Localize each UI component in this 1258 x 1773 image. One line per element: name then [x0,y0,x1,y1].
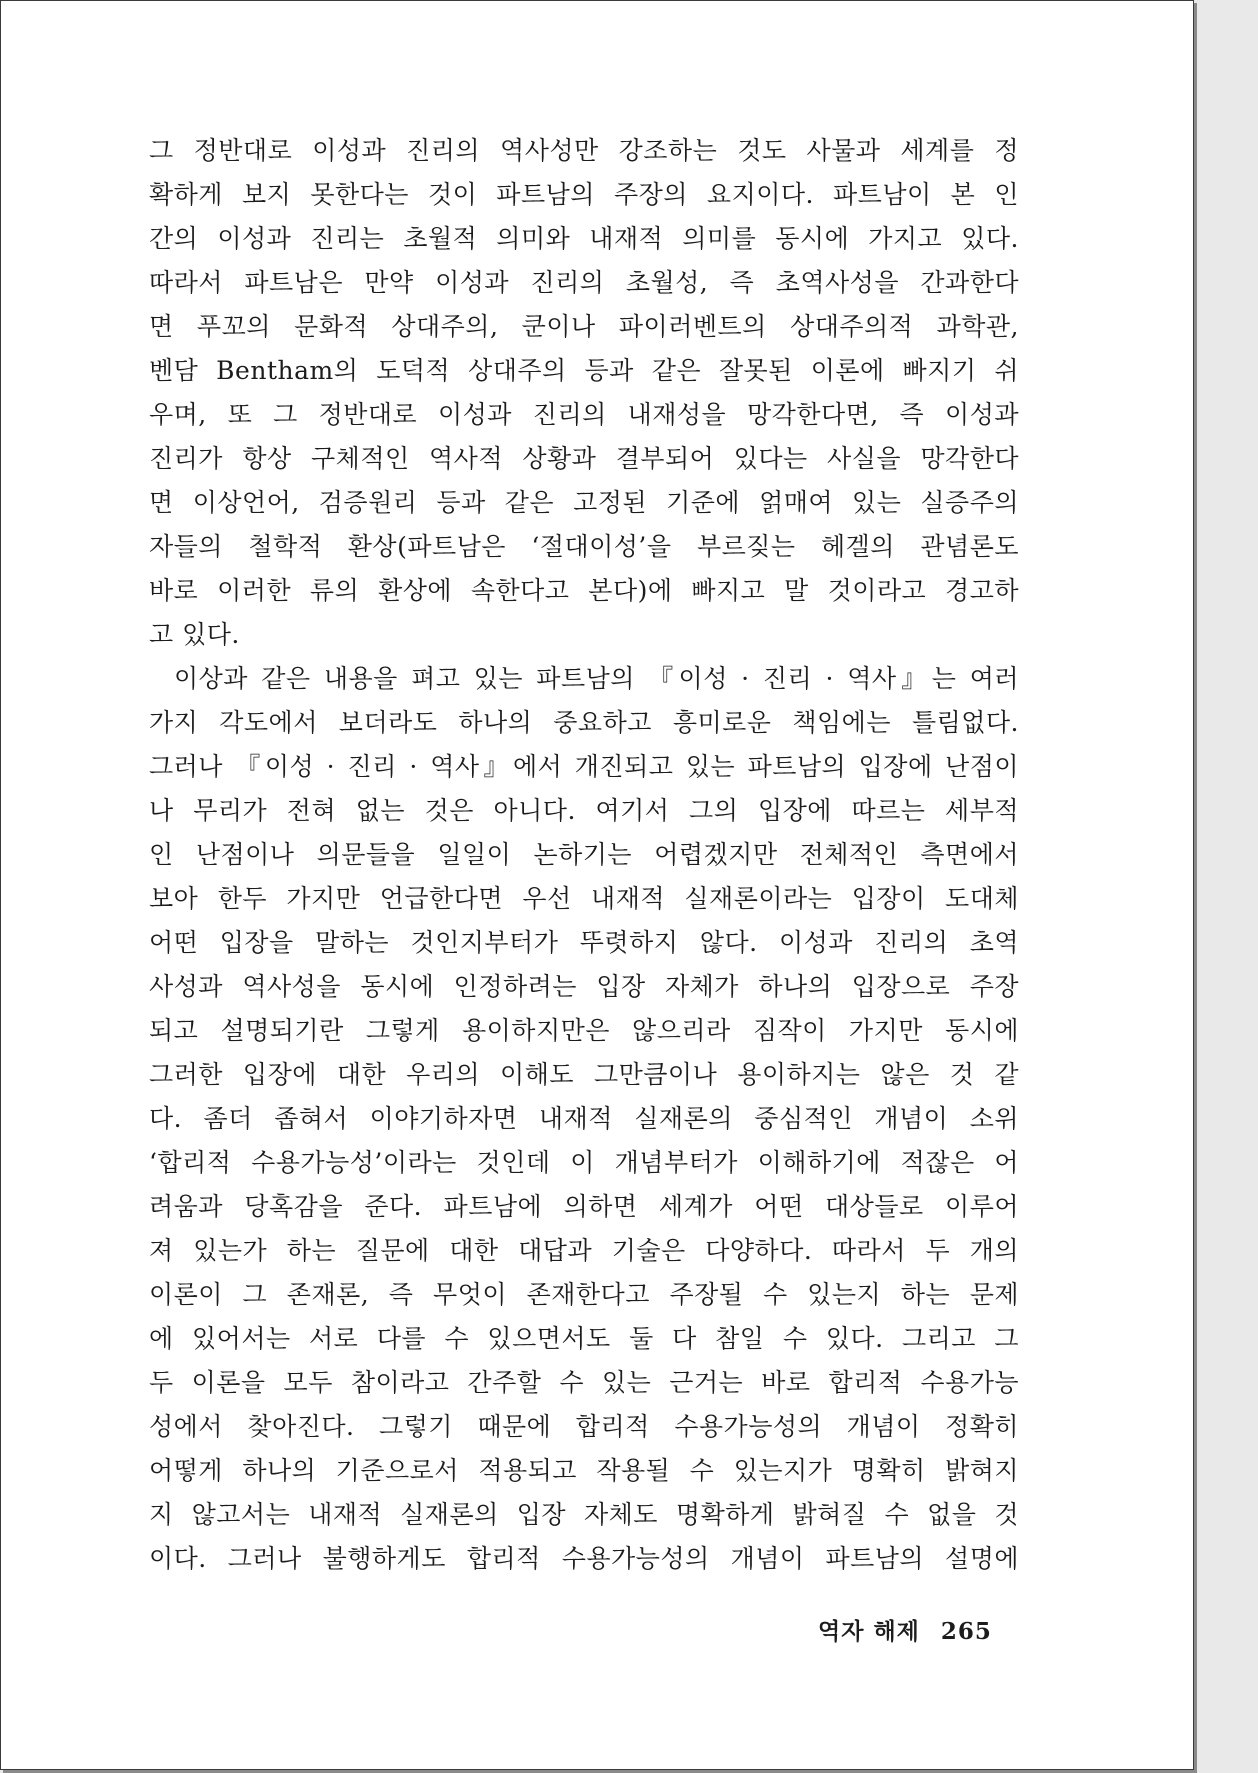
text-line: 성에서 찾아진다. 그렇기 때문에 합리적 수용가능성의 개념이 정확히 [149,1412,1019,1441]
text-line: 져 있는가 하는 질문에 대한 대답과 기술은 다양하다. 따라서 두 개의 [149,1236,1019,1265]
text-line: 간의 이성과 진리는 초월적 의미와 내재적 의미를 동시에 가지고 있다. [149,224,1019,253]
text-line: 인 난점이나 의문들을 일일이 논하기는 어렵겠지만 전체적인 측면에서 [149,840,1019,869]
running-title: 역자 해제 [818,1618,920,1645]
paragraph-end-line: 고 있다. [149,620,240,649]
text-line: 이론이 그 존재론, 즉 무엇이 존재한다고 주장될 수 있는지 하는 문제 [149,1280,1019,1309]
text-line: 그 정반대로 이성과 진리의 역사성만 강조하는 것도 사물과 세계를 정 [149,136,1019,165]
text-line: 사성과 역사성을 동시에 인정하려는 입장 자체가 하나의 입장으로 주장 [149,972,1019,1001]
body-text [149,129,1019,1581]
text-line: 되고 설명되기란 그렇게 용이하지만은 않으리라 짐작이 가지만 동시에 [149,1016,1019,1045]
text-line: 어떤 입장을 말하는 것인지부터가 뚜렷하지 않다. 이성과 진리의 초역 [149,928,1019,957]
text-line: ‘합리적 수용가능성’이라는 것인데 이 개념부터가 이해하기에 적잖은 어 [149,1148,1019,1177]
text-line: 벤담 Bentham의 도덕적 상대주의 등과 같은 잘못된 이론에 빠지기 쉬 [149,356,1019,385]
text-line: 이다. 그러나 불행하게도 합리적 수용가능성의 개념이 파트남의 설명에 [149,1544,1019,1573]
page-number: 265 [940,1618,992,1645]
text-line: 나 무리가 전혀 없는 것은 아니다. 여기서 그의 입장에 따르는 세부적 [149,796,1019,825]
text-line: 가지 각도에서 보더라도 하나의 중요하고 흥미로운 책임에는 틀림없다. [149,708,1019,737]
text-line: 따라서 파트남은 만약 이성과 진리의 초월성, 즉 초역사성을 간과한다 [149,268,1019,297]
text-line: 진리가 항상 구체적인 역사적 상황과 결부되어 있다는 사실을 망각한다 [149,444,1019,473]
text-line: 자들의 철학적 환상(파트남은 ‘절대이성’을 부르짖는 헤겔의 관념론도 [149,532,1019,561]
text-line: 에 있어서는 서로 다를 수 있으면서도 둘 다 참일 수 있다. 그리고 그 [149,1324,1019,1353]
text-line: 그러나 『이성 · 진리 · 역사』에서 개진되고 있는 파트남의 입장에 난점이 [149,752,1019,781]
text-line: 보아 한두 가지만 언급한다면 우선 내재적 실재론이라는 입장이 도대체 [149,884,1019,913]
text-line: 바로 이러한 류의 환상에 속한다고 본다)에 빠지고 말 것이라고 경고하 [149,576,1019,605]
text-line: 두 이론을 모두 참이라고 간주할 수 있는 근거는 바로 합리적 수용가능 [149,1368,1019,1397]
page-footer [818,1613,992,1646]
text-line: 려움과 당혹감을 준다. 파트남에 의하면 세계가 어떤 대상들로 이루어 [149,1192,1019,1221]
text-line: 지 않고서는 내재적 실재론의 입장 자체도 명확하게 밝혀질 수 없을 것 [149,1500,1019,1529]
text-line: 그러한 입장에 대한 우리의 이해도 그만큼이나 용이하지는 않은 것 같 [149,1060,1019,1089]
text-line: 우며, 또 그 정반대로 이성과 진리의 내재성을 망각한다면, 즉 이성과 [149,400,1019,429]
text-line: 어떻게 하나의 기준으로서 적용되고 작용될 수 있는지가 명확히 밝혀지 [149,1456,1019,1485]
paragraph-start-line: 이상과 같은 내용을 펴고 있는 파트남의 『이성 · 진리 · 역사』는 여러 [174,664,1019,693]
text-line: 다. 좀더 좁혀서 이야기하자면 내재적 실재론의 중심적인 개념이 소위 [149,1104,1019,1133]
text-line: 면 이상언어, 검증원리 등과 같은 고정된 기준에 얽매여 있는 실증주의 [149,488,1019,517]
text-line: 확하게 보지 못한다는 것이 파트남의 주장의 요지이다. 파트남이 본 인 [149,180,1019,209]
text-line: 면 푸꼬의 문화적 상대주의, 쿤이나 파이러벤트의 상대주의적 과학관, [149,312,1019,341]
